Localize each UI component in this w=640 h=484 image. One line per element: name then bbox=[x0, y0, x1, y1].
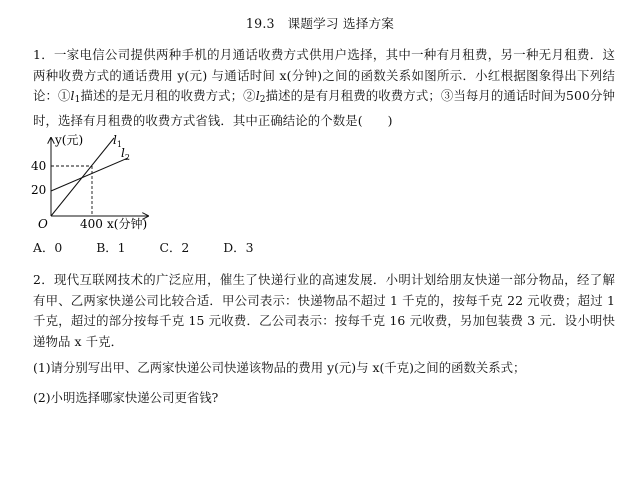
y-tick-40: 40 bbox=[31, 159, 47, 173]
option-c: C．2 bbox=[159, 240, 190, 255]
line-l1-label: $l_1$ bbox=[113, 133, 122, 149]
y-tick-20: 20 bbox=[31, 183, 47, 197]
origin-label: O bbox=[38, 217, 48, 230]
option-a: A．0 bbox=[33, 240, 63, 255]
problem-2-question-2: (2)小明选择哪家快递公司更省钱? bbox=[33, 390, 219, 405]
problem-1-options bbox=[33, 238, 283, 256]
x-tick-400: 400 bbox=[80, 217, 103, 230]
problem-1-text bbox=[33, 45, 615, 131]
problem-1-text-a: 1．一家电信公司提供两种手机的月通话收费方式供用户选择，其中一种有月租费，另一种无月租费．这两种收费方式的通话费用 y(元) 与通话时间 x(分钟)之间的函数关系如图所示．小红根据图象得出下列结论：① bbox=[33, 47, 615, 103]
problem-1-text-b: 描述的是无月租的收费方式；② bbox=[80, 88, 256, 103]
line-l2 bbox=[51, 158, 128, 191]
y-axis-label: y(元) bbox=[55, 133, 84, 147]
option-b: B．1 bbox=[96, 240, 126, 255]
page-title: 19.3 课题学习 选择方案 bbox=[245, 16, 395, 31]
problem-2-text: 2．现代互联网技术的广泛应用，催生了快递行业的高速发展．小明计划给朋友快递一部分物品，经了解有甲、乙两家快递公司比较合适．甲公司表示：快递物品不超过 1 千克的，按每千克 22 元收费；超过 1 千克，超过的部分按每千克 15 元收费．乙公司表示：按每千克 16 元收费，另加包装费 3 元．设小明快递物品 x 千克． bbox=[33, 272, 615, 349]
problem-2-question-1: (1)请分别写出甲、乙两家快递公司快递该物品的费用 y(元)与 x(千克)之间的函数关系式； bbox=[33, 360, 526, 375]
problem-1-graph bbox=[30, 130, 200, 230]
line-l2-inline-subscript: 2 bbox=[259, 95, 266, 105]
line-l1-inline-subscript: 1 bbox=[74, 95, 81, 105]
x-axis-label: x(分钟) bbox=[107, 217, 148, 230]
line-l2-label: $l_2$ bbox=[121, 146, 130, 162]
problem-1-text-c: 描述的是有月租费的收费方式；③当每月的通话时间为500分钟时，选择有月租费的收费方式省钱．其中正确结论的个数是( ) bbox=[33, 88, 615, 128]
option-d: D．3 bbox=[223, 240, 254, 255]
line-l2-inline-label: l bbox=[255, 88, 260, 103]
line-l1-inline-label: l bbox=[70, 88, 75, 103]
